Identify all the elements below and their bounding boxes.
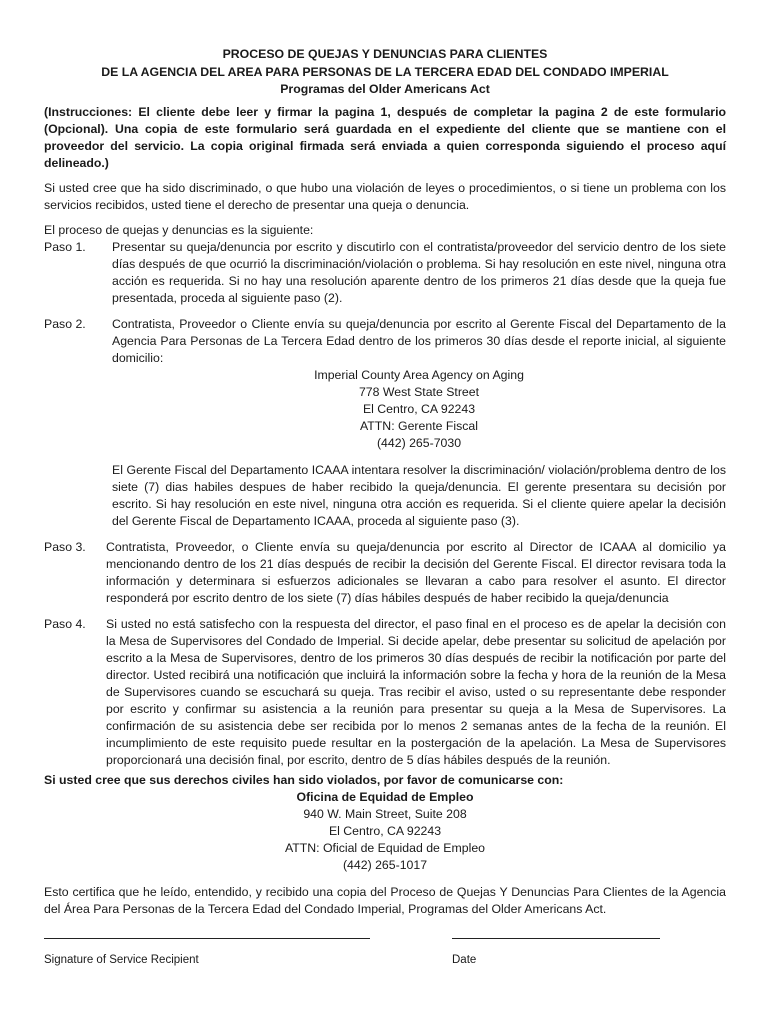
process-intro: El proceso de quejas y denuncias es la siguiente: xyxy=(44,222,314,237)
civil-rights-lead: Si usted cree que sus derechos civiles han sido violados, por favor de comunicarse con: xyxy=(44,772,564,787)
address-line: ATTN: Gerente Fiscal xyxy=(360,418,478,433)
step-text: Contratista, Proveedor o Cliente envía su queja/denuncia por escrito al Gerente Fiscal del Departamento de la Agencia Para Personas de La Tercera Edad dentro de los primeros 30 días desde el reporte inicial, al siguiente domicilio: xyxy=(112,316,726,365)
address-line: (442) 265-7030 xyxy=(376,435,462,450)
step-1 xyxy=(44,239,726,307)
document-title xyxy=(44,46,726,99)
document-page xyxy=(44,46,726,918)
title-line-3: Programas del Older Americans Act xyxy=(280,82,490,96)
address-line: 778 West State Street xyxy=(358,384,480,399)
address-line: Imperial County Area Agency on Aging xyxy=(314,367,524,382)
address-line: 940 W. Main Street, Suite 208 xyxy=(303,806,467,821)
step-text: Si usted no está satisfecho con la respuesta del director, el paso final en el proceso es de apelar la decisión con la Mesa de Supervisores del Condado de Imperial. Si decide apelar, debe presentar su solicitud de apelación por escrito a la Mesa de Supervisores, dentro de los primeros 30 días después de recibir la notificación por parte del director. Usted recibirá una notificación que incluirá la información sobre la fecha y hora de la reunión de la Mesa de Supervisores cuando se escuchará su queja. Tras recibir el aviso, usted o su representante debe responder por escrito y confirmar su asistencia a la reunión para presentar su queja a la Mesa de Supervisores. La confirmación de su asistencia debe ser recibida por lo menos 2 semanas antes de la fecha de la reunión. El incumplimiento de este requisito puede resultar en la postergación de la apelación. La Mesa de Supervisores proporcionará una decisión final, por escrito, dentro de 5 días hábiles después de la reunión. xyxy=(106,616,726,767)
address-line: El Centro, CA 92243 xyxy=(362,401,476,416)
date-label: Date xyxy=(452,954,477,966)
step-label: Paso 4. xyxy=(44,616,86,631)
address-line: El Centro, CA 92243 xyxy=(328,823,442,838)
step-label: Paso 2. xyxy=(44,316,86,331)
address-line: (442) 265-1017 xyxy=(342,857,428,872)
address-line: ATTN: Oficial de Equidad de Empleo xyxy=(284,840,486,855)
title-line-1: PROCESO DE QUEJAS Y DENUNCIAS PARA CLIENTES xyxy=(222,47,548,61)
step-label: Paso 3. xyxy=(44,539,86,554)
icaaa-address xyxy=(112,367,726,452)
step-2 xyxy=(44,316,726,530)
step-label: Paso 1. xyxy=(44,239,86,254)
office-address xyxy=(44,806,726,874)
step-text: Contratista, Proveedor, o Cliente envía su queja/denuncia por escrito al Director de ICAAA al domicilio ya mencionando dentro de los 21 días después de recibir la decisión del Gerente Fiscal. El director revisara toda la información y determinara si esfuerzos adicionales se llevaran a cabo para resolver el asunto. El director responderá por escrito dentro de los siete (7) días hábiles después de haber recibido la queja/denuncia xyxy=(106,539,726,605)
title-line-2: DE LA AGENCIA DEL AREA PARA PERSONAS DE LA TERCERA EDAD DEL CONDADO IMPERIAL xyxy=(101,64,669,79)
certification-paragraph: Esto certifica que he leído, entendido, y recibido una copia del Proceso de Quejas Y Denuncias Para Clientes de la Agencia del Área Para Personas de la Tercera Edad del Condado Imperial, Programas del Older Americans Act. xyxy=(44,884,726,916)
step-text: Presentar su queja/denuncia por escrito y discutirlo con el contratista/proveedor del servicio dentro de los siete días después de que ocurrió la discriminación/violación o problema. Si hay resolución en este nivel, ninguna otra acción es requerida. Si no hay una resolución aparente dentro de los primeros 21 días desde que la queja fue presentada, proceda al siguiente paso (2). xyxy=(112,239,726,305)
instructions-paragraph: (Instrucciones: El cliente debe leer y firmar la pagina 1, después de completar la pagina 2 de este formulario (Opcional). Una copia de este formulario será guardada en el expediente del cliente que se mantiene con el proveedor del servicio. La copia original firmada será enviada a quien corresponda siguiendo el proceso aquí delineado.) xyxy=(44,104,726,170)
step-followup-text: El Gerente Fiscal del Departamento ICAAA intentara resolver la discriminación/ violación/problema dentro de los siete (7) dias habiles despues de haber recibido la queja/denuncia. El gerente presentara su decisión por escrito. Si hay resolución en este nivel, ninguna otra acción es requerida. Si el cliente quiere apelar la decisión del Gerente Fiscal de Departamento ICAAA, proceda al siguiente paso (3). xyxy=(112,462,726,528)
step-3 xyxy=(44,539,726,607)
signature-label: Signature of Service Recipient xyxy=(44,954,199,966)
intro-paragraph: Si usted cree que ha sido discriminado, o que hubo una violación de leyes o procedimientos, o si tiene un problema con los servicios recibidos, usted tiene el derecho de presentar una queja o denuncia. xyxy=(44,180,726,212)
step-body xyxy=(112,316,726,530)
step-4 xyxy=(44,616,726,769)
office-name: Oficina de Equidad de Empleo xyxy=(296,789,474,804)
date-line[interactable] xyxy=(452,938,660,939)
signature-line[interactable] xyxy=(44,938,370,939)
